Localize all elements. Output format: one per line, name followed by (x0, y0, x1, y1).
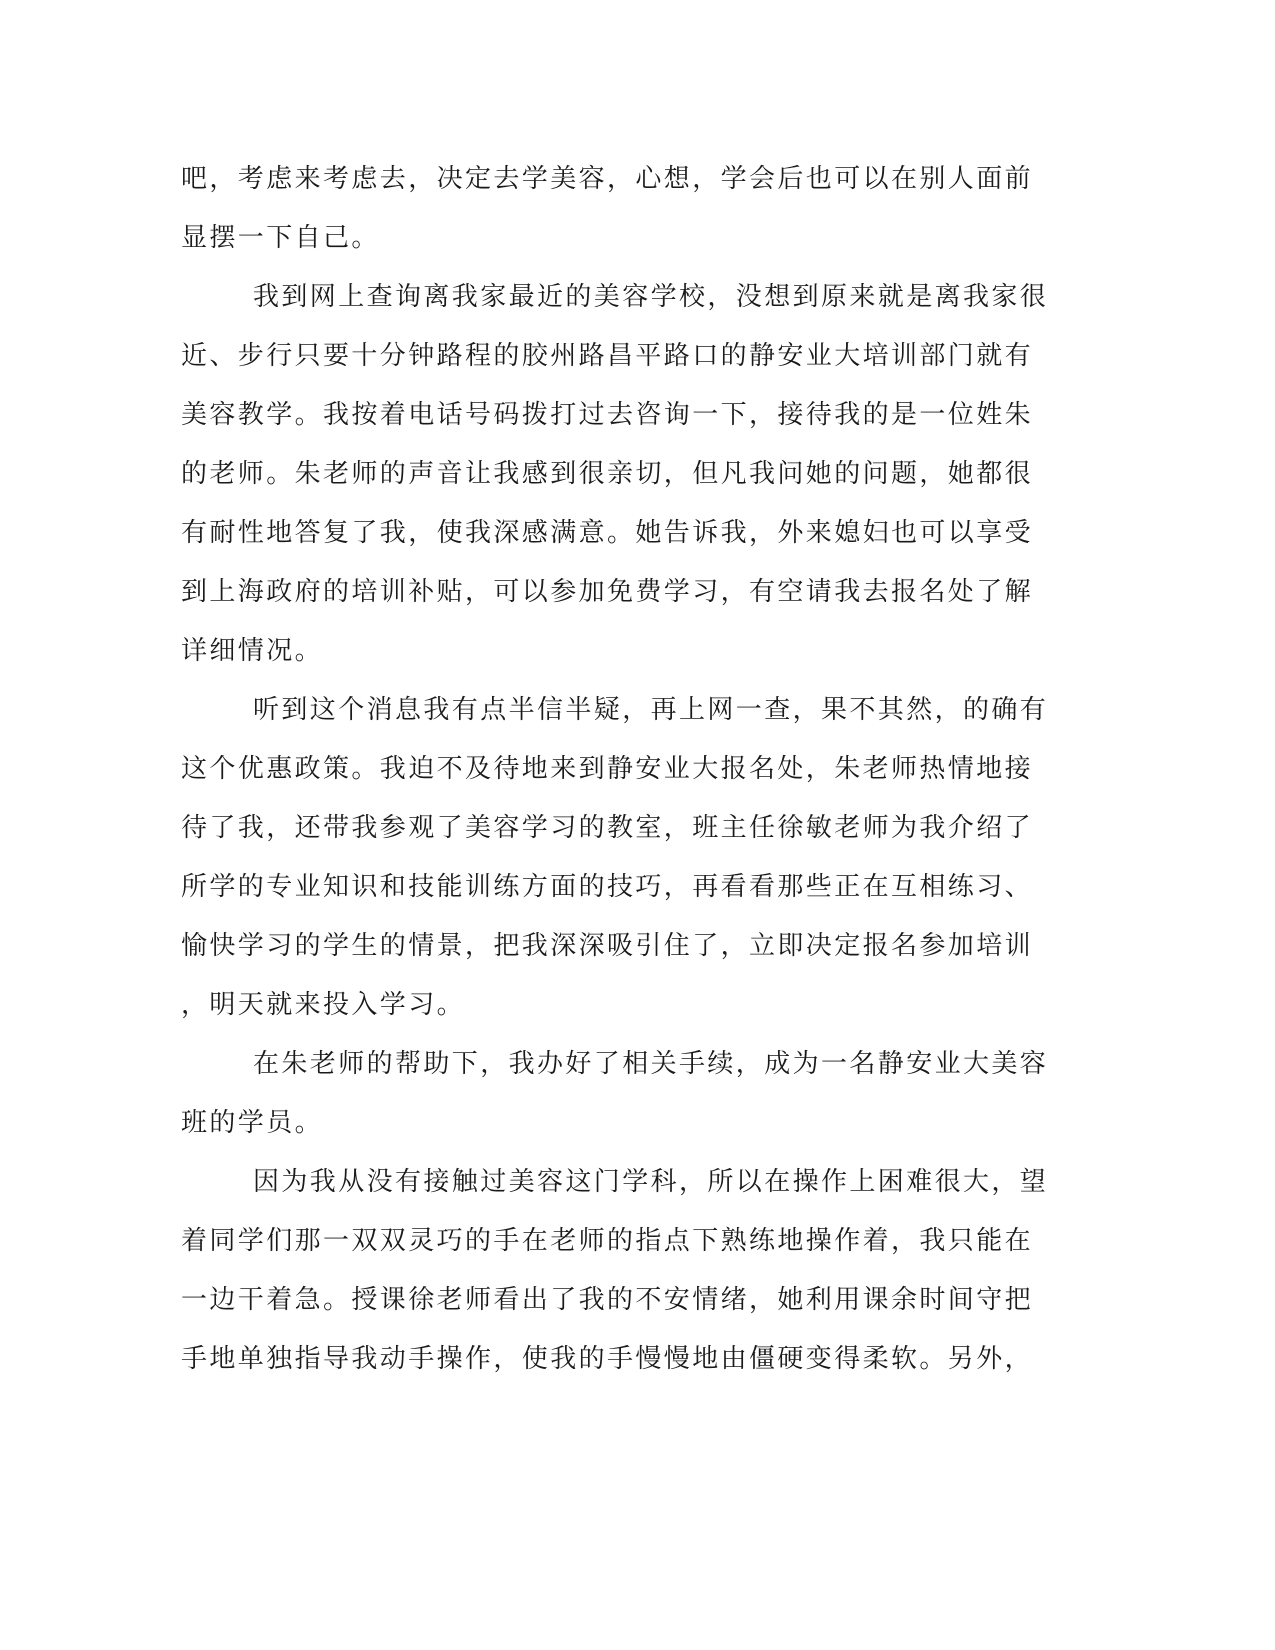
text-line: ，明天就来投入学习。 (181, 990, 466, 1020)
text-line: 美容教学。我按着电话号码拨打过去咨询一下，接待我的是一位姓朱 (181, 400, 1034, 430)
text-line: 班的学员。 (181, 1108, 324, 1138)
text-line: 详细情况。 (181, 636, 324, 666)
text-line: 近、步行只要十分钟路程的胶州路昌平路口的静安业大培训部门就有 (181, 341, 1034, 371)
paragraph-start-line: 在朱老师的帮助下，我办好了相关手续，成为一名静安业大美容 (253, 1049, 1049, 1079)
text-line: 吧，考虑来考虑去，决定去学美容，心想，学会后也可以在别人面前 (181, 164, 1034, 194)
paragraph-start-line: 因为我从没有接触过美容这门学科，所以在操作上困难很大，望 (253, 1167, 1049, 1197)
text-line: 的老师。朱老师的声音让我感到很亲切，但凡我问她的问题，她都很 (181, 459, 1034, 489)
text-line: 这个优惠政策。我迫不及待地来到静安业大报名处，朱老师热情地接 (181, 754, 1034, 784)
paragraph-start-line: 我到网上查询离我家最近的美容学校，没想到原来就是离我家很 (253, 282, 1049, 312)
text-line: 显摆一下自己。 (181, 223, 380, 253)
text-line: 到上海政府的培训补贴，可以参加免费学习，有空请我去报名处了解 (181, 577, 1034, 607)
text-line: 所学的专业知识和技能训练方面的技巧，再看看那些正在互相练习、 (181, 872, 1034, 902)
text-line: 着同学们那一双双灵巧的手在老师的指点下熟练地操作着，我只能在 (181, 1226, 1034, 1256)
text-line: 待了我，还带我参观了美容学习的教室，班主任徐敏老师为我介绍了 (181, 813, 1034, 843)
text-line: 一边干着急。授课徐老师看出了我的不安情绪，她利用课余时间守把 (181, 1285, 1034, 1315)
document-body (181, 150, 1049, 1389)
text-line: 有耐性地答复了我，使我深感满意。她告诉我，外来媳妇也可以享受 (181, 518, 1034, 548)
paragraph-start-line: 听到这个消息我有点半信半疑，再上网一查，果不其然，的确有 (253, 695, 1049, 725)
text-line: 愉快学习的学生的情景，把我深深吸引住了，立即决定报名参加培训 (181, 931, 1034, 961)
text-line: 手地单独指导我动手操作，使我的手慢慢地由僵硬变得柔软。另外， (181, 1344, 1034, 1374)
